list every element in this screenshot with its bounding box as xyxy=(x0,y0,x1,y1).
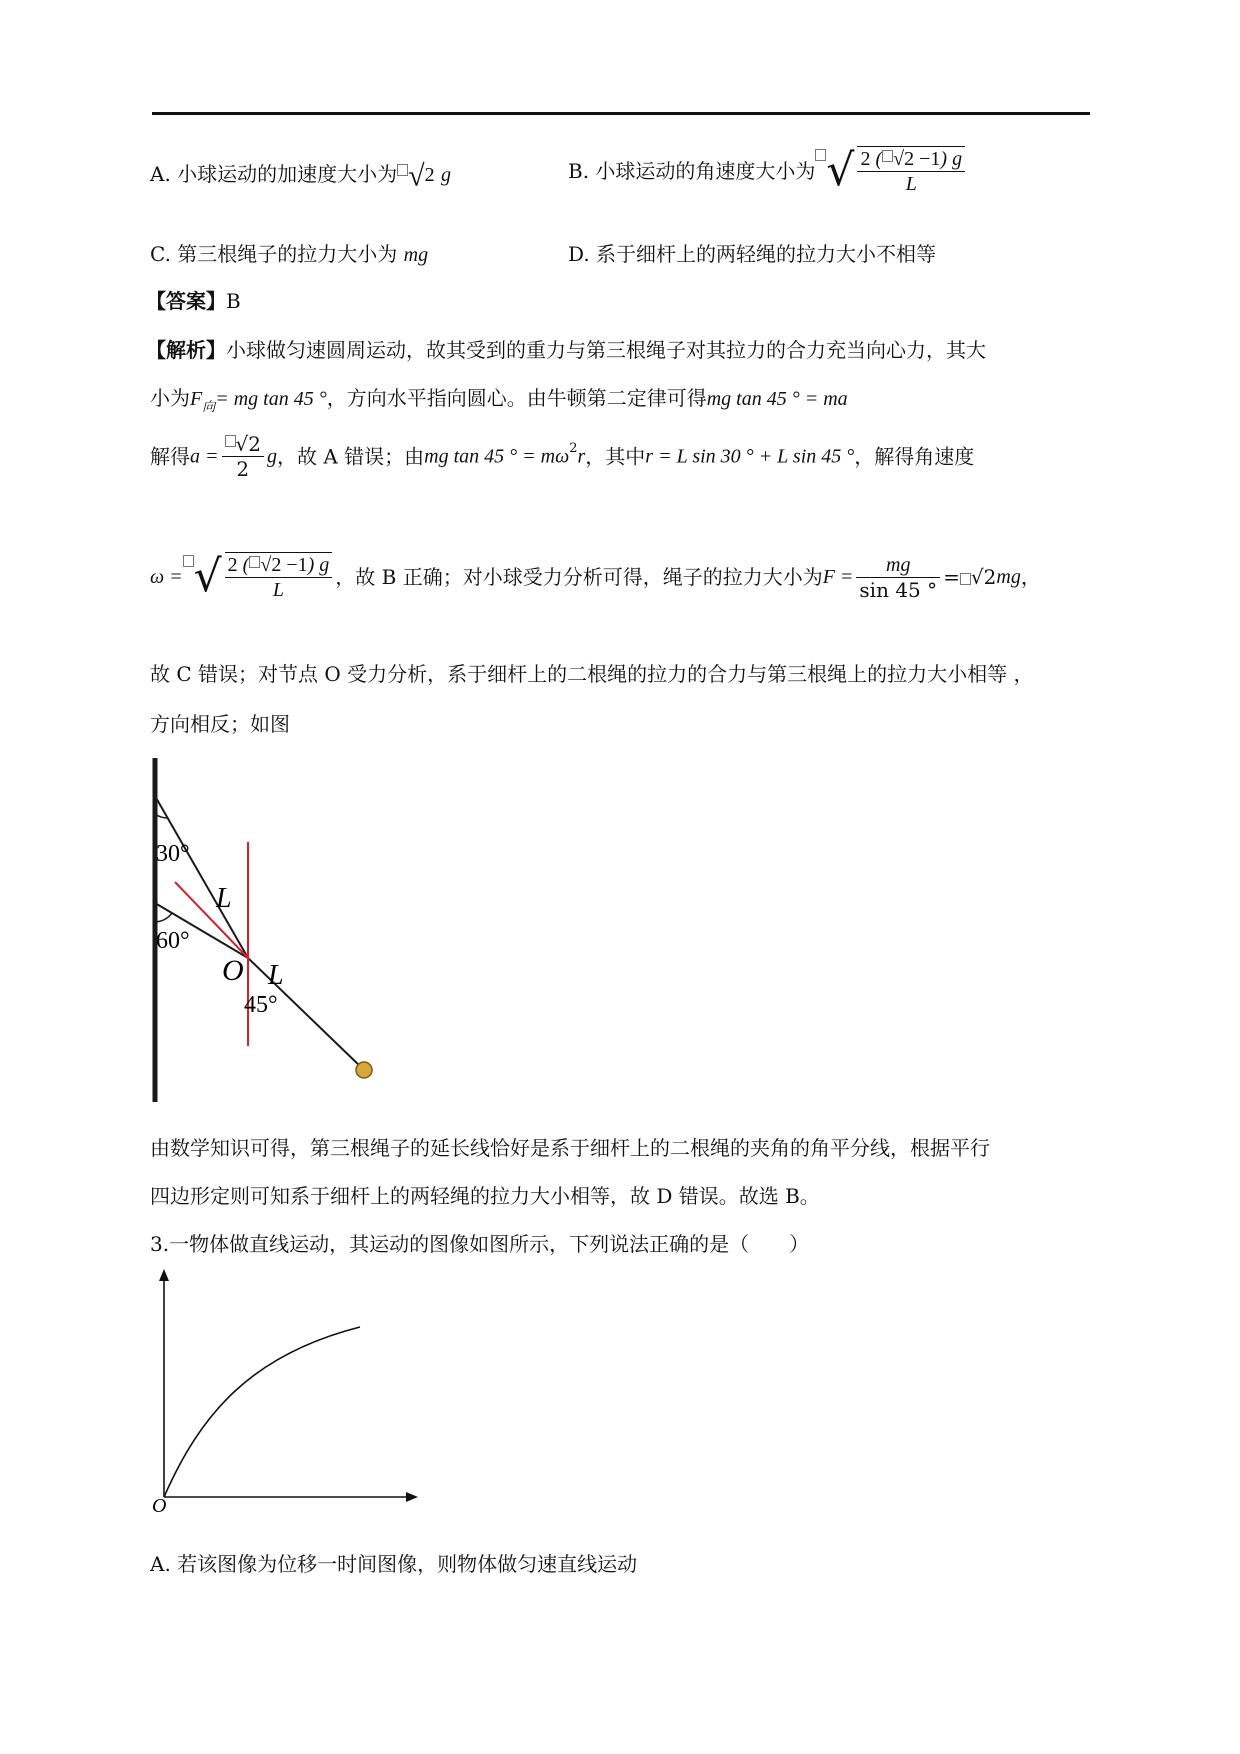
motion-graph xyxy=(140,1265,430,1515)
angle-label-top: 30° xyxy=(156,841,190,867)
analysis-line-5: 故 C 错误；对节点 O 受力分析，系于细杆上的二根绳的拉力的合力与第三根绳上的拉力大小相等 ， xyxy=(150,662,1034,686)
analysis-line-4: ω = √ $\frac{2 ( √2 -1) g}{L}$ ，故 B 正确；对小球受力分析可得，绳子的拉力大小为F = $\frac{mg}{\sin 45 ^\circ}$ = √2mg， xyxy=(150,551,1041,602)
fraction: $\frac{2 ( √2 -1) g}{L}$ xyxy=(857,146,965,196)
angle-label-bottom: 45° xyxy=(244,992,278,1018)
question-3-option-a: A. 若该图像为位移一时间图像，则物体做匀速直线运动 xyxy=(150,1552,638,1576)
angle-label-mid: 60° xyxy=(156,928,190,954)
option-a: A. 小球运动的加速度大小为 √2 g xyxy=(150,159,451,193)
question-3-stem: 3.一物体做直线运动，其运动的图像如图所示，下列说法正确的是（ ） xyxy=(150,1232,810,1256)
analysis-line-1: 【解析】小球做匀速圆周运动，故其受到的重力与第三根绳子对其拉力的合力充当向心力，其大 xyxy=(146,338,986,362)
fraction: $\frac{2 ( √2 -1) g}{L}$ xyxy=(225,552,333,602)
fraction: $\frac{mg}{\sin 45 ^\circ}$ xyxy=(856,553,940,602)
angle-arc-mid xyxy=(155,913,172,922)
label-L-lower: L xyxy=(268,960,284,991)
analysis-line-6: 方向相反；如图 xyxy=(150,712,290,736)
origin-label: O xyxy=(152,1495,167,1515)
label-O: O xyxy=(222,954,244,987)
rope-diagram xyxy=(140,750,400,1110)
option-d: D. 系于细杆上的两轻绳的拉力大小不相等 xyxy=(568,242,937,266)
analysis-line-2: 小为$F_向=$ mg tan 45 °，方向水平指向圆心。由牛顿第二定律可得mg tan 45 ° = ma xyxy=(150,386,848,415)
answer-line: 【答案】B xyxy=(146,289,241,313)
option-c: C. 第三根绳子的拉力大小为 mg xyxy=(150,242,429,266)
y-axis-arrow xyxy=(159,1269,169,1281)
x-axis-arrow xyxy=(406,1492,418,1502)
conclusion-line-2: 四边形定则可知系于细杆上的两轻绳的拉力大小相等，故 D 错误。故选 B。 xyxy=(150,1184,820,1208)
label-L-upper: L xyxy=(216,883,232,914)
header-rule xyxy=(152,112,1090,115)
curve xyxy=(164,1327,360,1497)
conclusion-line-1: 由数学知识可得，第三根绳子的延长线恰好是系于细杆上的二根绳的夹角的角平分线，根据平行 xyxy=(150,1136,990,1160)
ball xyxy=(356,1062,372,1078)
analysis-line-3: 解得a = $\frac{√2}{2}$ g，故 A 错误；由mg tan 45 ° = $m\omega^2r$，其中r = L sin 30 ° + L sin 45 °，解得角速度 xyxy=(150,432,975,481)
option-b: B. 小球运动的角速度大小为 √ $\frac{2 ( √2 -1) g}{L}$ xyxy=(568,146,968,196)
fraction: $\frac{√2}{2}$ xyxy=(222,432,264,481)
sqrt-expression: √2 xyxy=(397,161,434,190)
